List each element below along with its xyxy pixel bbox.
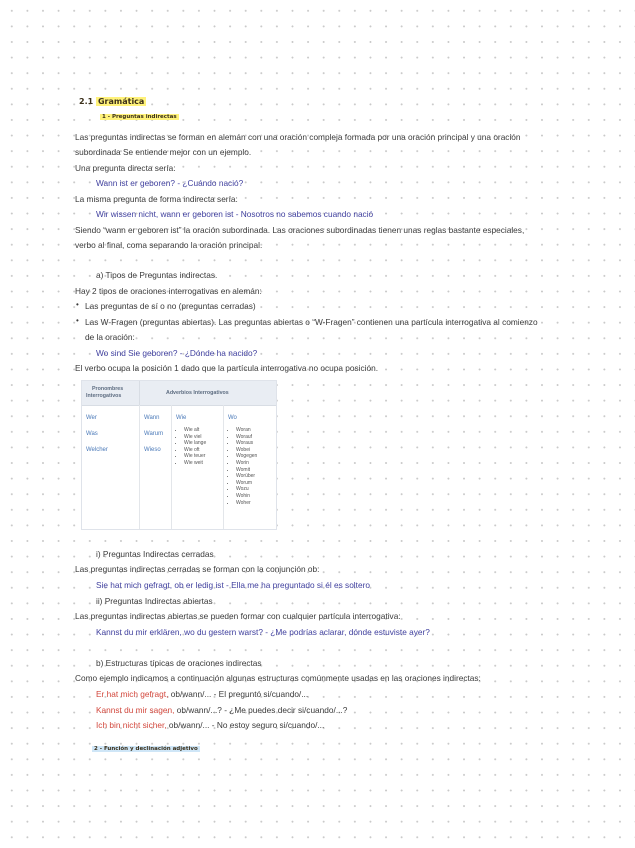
adverb-wieso: Wieso [144,447,161,453]
adverb-wo: Wo [228,415,237,421]
wie-item: • Wie viel [184,434,206,441]
wo-item: • Wobei [236,447,257,454]
pronoun-welcher: Welcher [86,447,108,453]
explanation-line-1: Siendo “wann er geboren ist” la oración subordinada. Las oraciones subordinadas tienen unas reglas bastante especiales, [75,225,525,235]
column-divider [223,405,224,529]
bullet-dot: • [76,300,79,309]
section-i-example: Sie hat mich gefragt, ob er ledig ist - Ella me ha preguntado si él es soltero [96,580,370,590]
bullet-dot: • [76,316,79,325]
wie-item: • Wie weit [184,460,206,467]
wie-item: • Wie teuer [184,453,206,460]
wo-item: • Worum [236,480,257,487]
header-pronouns: Pronombres Interrogativos [82,381,139,405]
direct-label: Una pregunta directa sería: [75,163,176,173]
wo-item: • Wogegen [236,453,257,460]
direct-example: Wann ist er geboren? - ¿Cuándo nació? [96,178,244,188]
section-ii-text: Las preguntas indirectas abiertas se pueden formar con cualquier partícula interrogativa: [75,611,401,621]
adverb-warum: Warum [144,431,164,437]
pronoun-was: Was [86,431,98,437]
wo-list [228,427,257,506]
adverb-wann: Wann [144,415,160,421]
section-i-title: i) Preguntas Indirectas cerradas [96,549,214,559]
wo-item: • Woran [236,427,257,434]
section2-title: 2 - Función y declinación adjetivo [94,746,198,752]
wo-item: • Wozu [236,486,257,493]
interrogatives-table [81,380,277,530]
section-a-example: Wo sind Sie geboren? - ¿Dónde ha nacido? [96,348,258,358]
wo-item: • Woraus [236,440,257,447]
structure-example: Ich bin nicht sicher, ob/wann/... - No estoy seguro si/cuando/... [96,720,325,730]
wo-item: • Womit [236,467,257,474]
bullet-2: Las W-Fragen (preguntas abiertas). Las preguntas abiertas o “W-Fragen” contienen una partícula interrogativa al comienzo [85,317,538,327]
section-b-text: Como ejemplo indicamos a continuación algunas estructuras comúnmente usadas en las oraciones indirectas: [75,673,481,683]
header-adverbs: Adverbios Interrogativos [140,381,276,405]
section-ii-example: Kannst du mir erklären, wo du gestern warst? - ¿Me podrías aclarar, dónde estuviste ayer? [96,627,430,637]
bullet-2-cont: de la oración: [85,332,135,342]
bullet-1: Las preguntas de sí o no (preguntas cerradas) [85,301,256,311]
heading [79,97,146,107]
section-a-note: El verbo ocupa la posición 1 dado que la partícula interrogativa no ocupa posición. [75,363,379,373]
pronoun-wer: Wer [86,415,97,421]
wo-item: • Worauf [236,434,257,441]
structure-example: Kannst du mir sagen, ob/wann/...? - ¿Me puedes decir si/cuando/...? [96,705,348,715]
wo-item: • Worüber [236,473,257,480]
indirect-label: La misma pregunta de forma indirecta sería: [75,194,238,204]
column-divider [139,405,140,529]
section-a-title: a) Tipos de Preguntas indirectas. [96,270,218,280]
wo-item: • Woher [236,500,257,507]
wo-item: • Worin [236,460,257,467]
intro-line-2: subordinada Se entiende mejor con un ejemplo. [75,147,252,157]
wie-item: • Wie oft [184,447,206,454]
indirect-example: Wir wissen nicht, wann er geboren ist - Nosotros no sabemos cuando nació [96,209,374,219]
header-underline [82,405,276,406]
intro-line-1: Las preguntas indirectas se forman en alemán con una oración compleja formada por una oración principal y una oración [75,132,521,142]
section1-title: 1 - Preguntas indirectas [102,114,177,120]
wie-item: • Wie lange [184,440,206,447]
structure-example: Er hat mich gefragt, ob/wann/... - El preguntó si/cuando/... [96,689,309,699]
section-a-intro: Hay 2 tipos de oraciones interrogativas en alemán: [75,286,262,296]
section-b-title: b) Estructuras típicas de oraciones indirectas [96,658,262,668]
adverb-wie: Wie [176,415,187,421]
explanation-line-2: verbo al final, coma separando la oración principal. [75,240,263,250]
heading-title: Gramática [97,97,145,106]
wo-item: • Wohin [236,493,257,500]
wie-list [176,427,206,467]
section-i-text: Las preguntas indirectas cerradas se forman con la conjunción ob: [75,564,320,574]
column-divider [171,405,172,529]
heading-number: 2.1 [79,97,94,106]
section-ii-title: ii) Preguntas Indirectas abiertas [96,596,213,606]
wie-item: • Wie alt [184,427,206,434]
